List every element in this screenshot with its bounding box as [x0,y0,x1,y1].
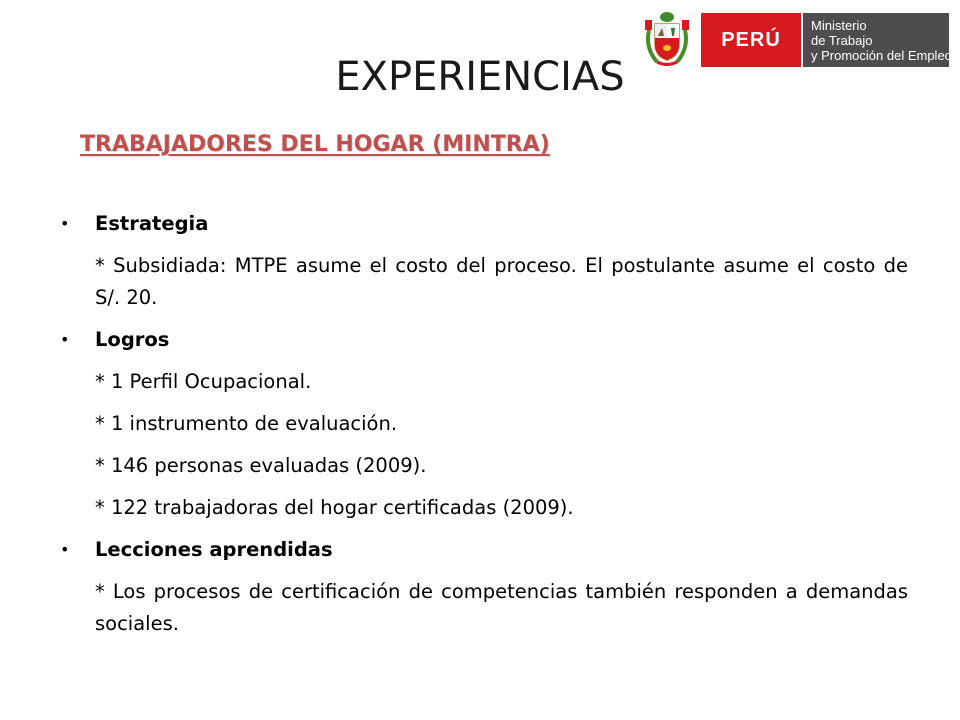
list-item: * Los procesos de certificación de competencias también responden a demandas sociales. [95,580,908,635]
list-item: * 122 trabajadoras del hogar certificadas (2009). [95,496,574,519]
slide-title: EXPERIENCIAS [335,54,625,100]
section-heading-label: Estrategia [95,212,209,235]
list-item: * 146 personas evaluadas (2009). [95,454,427,477]
list-item: * 1 instrumento de evaluación. [95,412,398,435]
ministry-line-2: de Trabajo [811,33,873,48]
ministry-line-3: y Promoción del Empleo [811,48,952,63]
section-heading-label: Lecciones aprendidas [95,538,333,561]
list-item: * 1 Perfil Ocupacional. [95,370,312,393]
list-item: * Subsidiada: MTPE asume el costo del proceso. El postulante asume el costo de S/. 20. [95,254,908,309]
section-heading-logros [60,324,908,356]
slide-subtitle: TRABAJADORES DEL HOGAR (MINTRA) [80,132,550,157]
bullet-icon: • [60,540,70,559]
section-heading-lecciones [60,534,908,566]
peru-label: PERÚ [721,28,781,51]
section-heading-label: Logros [95,328,170,351]
ministry-line-1: Ministerio [811,18,867,33]
bullet-icon: • [60,214,70,233]
slide-content [60,208,908,650]
section-heading-estrategia [60,208,908,240]
bullet-icon: • [60,330,70,349]
